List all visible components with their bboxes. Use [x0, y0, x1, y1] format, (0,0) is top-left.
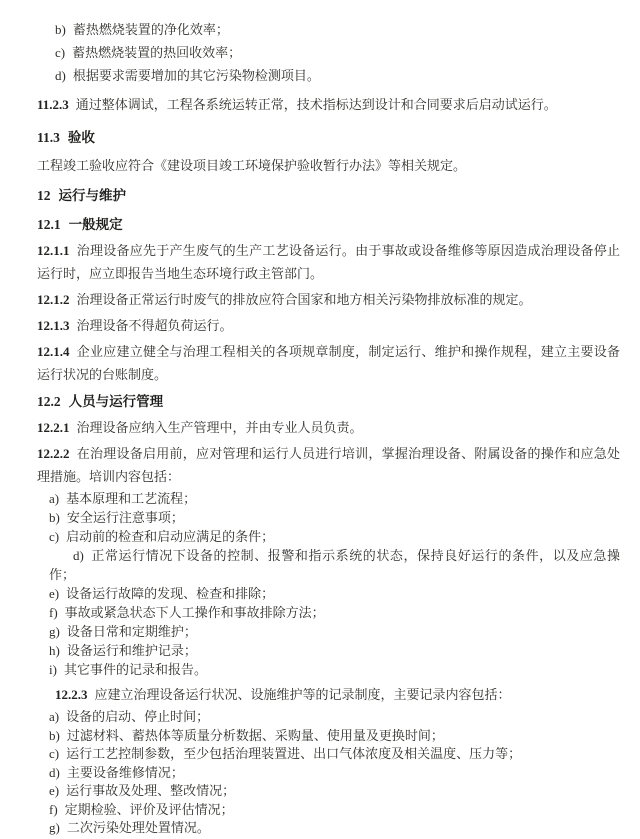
para-acceptance: 工程竣工验收应符合《建设项目竣工环境保护验收暂行办法》等相关规定。 [37, 158, 467, 173]
item-text: 过滤材料、蓄热体等质量分析数据、采购量、使用量及更换时间； [66, 727, 444, 743]
item-marker: f) [49, 801, 58, 817]
detection-items-list [37, 18, 620, 87]
item-marker: c) [55, 45, 66, 60]
clause-number: 12.1.3 [37, 318, 70, 333]
heading-12-1 [37, 213, 620, 236]
clause-12-2-2 [37, 442, 620, 488]
item-text: 二次污染处理处置情况。 [66, 820, 210, 835]
list-item [37, 727, 620, 746]
item-text: 启动前的检查和启动应满足的条件； [66, 529, 275, 544]
clause-number: 12.1.4 [37, 344, 70, 359]
heading-title: 验收 [67, 130, 95, 145]
clause-12-2-1 [37, 416, 620, 439]
item-text: 蓄热燃烧装置的净化效率； [72, 22, 229, 37]
clause-number: 12.1.2 [37, 292, 70, 307]
item-text: 事故或紧急状态下人工操作和事故排除方法； [64, 605, 325, 620]
clause-text: 企业应建立健全与治理工程相关的各项规章制度，制定运行、维护和操作规程，建立主要设备运行状况的台账制度。 [37, 344, 620, 382]
list-item [37, 764, 620, 783]
list-item [37, 508, 620, 527]
clause-number: 12.1.1 [37, 243, 70, 258]
clause-text: 应建立治理设备运行状况、设施维护等的记录制度，主要记录内容包括： [94, 687, 511, 702]
clause-text: 在治理设备启用前，应对管理和运行人员进行培训，掌握治理设备、附属设备的操作和应急处理措施。培训内容包括： [37, 446, 620, 484]
item-marker: f) [49, 605, 58, 620]
list-item [37, 819, 620, 838]
clause-12-1-3 [37, 314, 620, 337]
item-marker: b) [55, 22, 66, 37]
clause-number: 11.2.3 [37, 97, 69, 112]
clause-11-2-3 [37, 93, 620, 116]
clause-text: 治理设备正常运行时废气的排放应符合国家和地方相关污染物排放标准的规定。 [76, 292, 532, 307]
heading-number: 11.3 [37, 130, 60, 145]
clause-text: 治理设备应先于产生废气的生产工艺设备运行。由于事故或设备维修等原因造成治理设备停止运行时，应立即报告当地生态环境行政主管部门。 [37, 243, 620, 281]
item-marker: g) [49, 820, 60, 835]
list-item [37, 660, 620, 679]
heading-title: 人员与运行管理 [68, 394, 164, 409]
clause-12-1-2 [37, 288, 620, 311]
record-content-list [37, 708, 620, 838]
heading-12-2 [37, 390, 620, 413]
item-marker: d) [73, 548, 84, 563]
list-item [37, 782, 620, 801]
list-item [37, 527, 620, 546]
item-marker: d) [55, 68, 66, 83]
item-text: 蓄热燃烧装置的热回收效率； [72, 45, 242, 60]
item-marker: e) [49, 586, 60, 601]
item-marker: c) [49, 529, 60, 544]
item-text: 运行事故及处理、整改情况； [66, 783, 236, 798]
heading-title: 运行与维护 [58, 188, 126, 203]
item-text: 根据要求需要增加的其它污染物检测项目。 [72, 68, 320, 83]
item-text: 其它事件的记录和报告。 [63, 662, 207, 677]
list-item [37, 708, 620, 727]
item-marker: g) [49, 624, 60, 639]
item-text: 正常运行情况下设备的控制、报警和指示系统的状态，保持良好运行的条件，以及应急操作； [49, 548, 620, 582]
heading-11-3 [37, 126, 620, 149]
item-marker: c) [49, 746, 60, 761]
clause-text: 通过整体调试，工程各系统运转正常，技术指标达到设计和合同要求后启动试运行。 [75, 97, 557, 112]
clause-number: 12.2.2 [37, 446, 70, 461]
list-item [37, 41, 620, 64]
clause-number: 12.2.3 [55, 687, 88, 702]
item-text: 设备运行故障的发现、检查和排除； [66, 586, 275, 601]
item-text: 基本原理和工艺流程； [66, 491, 197, 506]
list-item [37, 622, 620, 641]
list-item [37, 546, 620, 584]
item-text: 主要设备维修情况； [66, 764, 184, 780]
list-item [37, 64, 620, 87]
item-marker: h) [49, 643, 60, 658]
clause-text: 治理设备不得超负荷运行。 [76, 318, 233, 333]
list-item [37, 489, 620, 508]
training-content-list [37, 489, 620, 679]
item-text: 运行工艺控制参数，至少包括治理装置进、出口气体浓度及相关温度、压力等； [66, 746, 522, 761]
item-marker: a) [49, 491, 60, 506]
item-marker: a) [49, 709, 60, 724]
item-text: 设备运行和维护记录； [66, 643, 197, 658]
item-marker: e) [49, 783, 60, 798]
item-text: 定期检验、评价及评估情况； [64, 801, 234, 817]
clause-number: 12.2.1 [37, 420, 70, 435]
heading-number: 12.2 [37, 394, 61, 409]
item-marker: i) [49, 662, 57, 677]
list-item [37, 801, 620, 820]
list-item [37, 745, 620, 764]
clause-text: 治理设备应纳入生产管理中，并由专业人员负责。 [76, 420, 363, 435]
item-text: 设备日常和定期维护； [66, 624, 197, 639]
item-marker: b) [49, 727, 60, 743]
item-text: 安全运行注意事项； [66, 510, 184, 525]
heading-number: 12.1 [37, 217, 61, 232]
clause-12-1-1 [37, 239, 620, 285]
item-text: 设备的启动、停止时间； [66, 709, 210, 724]
clause-12-1-4 [37, 340, 620, 386]
item-marker: d) [49, 764, 60, 780]
item-marker: b) [49, 510, 60, 525]
heading-12 [37, 184, 620, 207]
heading-number: 12 [37, 188, 51, 203]
heading-title: 一般规定 [68, 217, 123, 232]
list-item [37, 603, 620, 622]
clause-12-2-3 [37, 683, 620, 706]
list-item [37, 18, 620, 41]
list-item [37, 641, 620, 660]
list-item [37, 584, 620, 603]
